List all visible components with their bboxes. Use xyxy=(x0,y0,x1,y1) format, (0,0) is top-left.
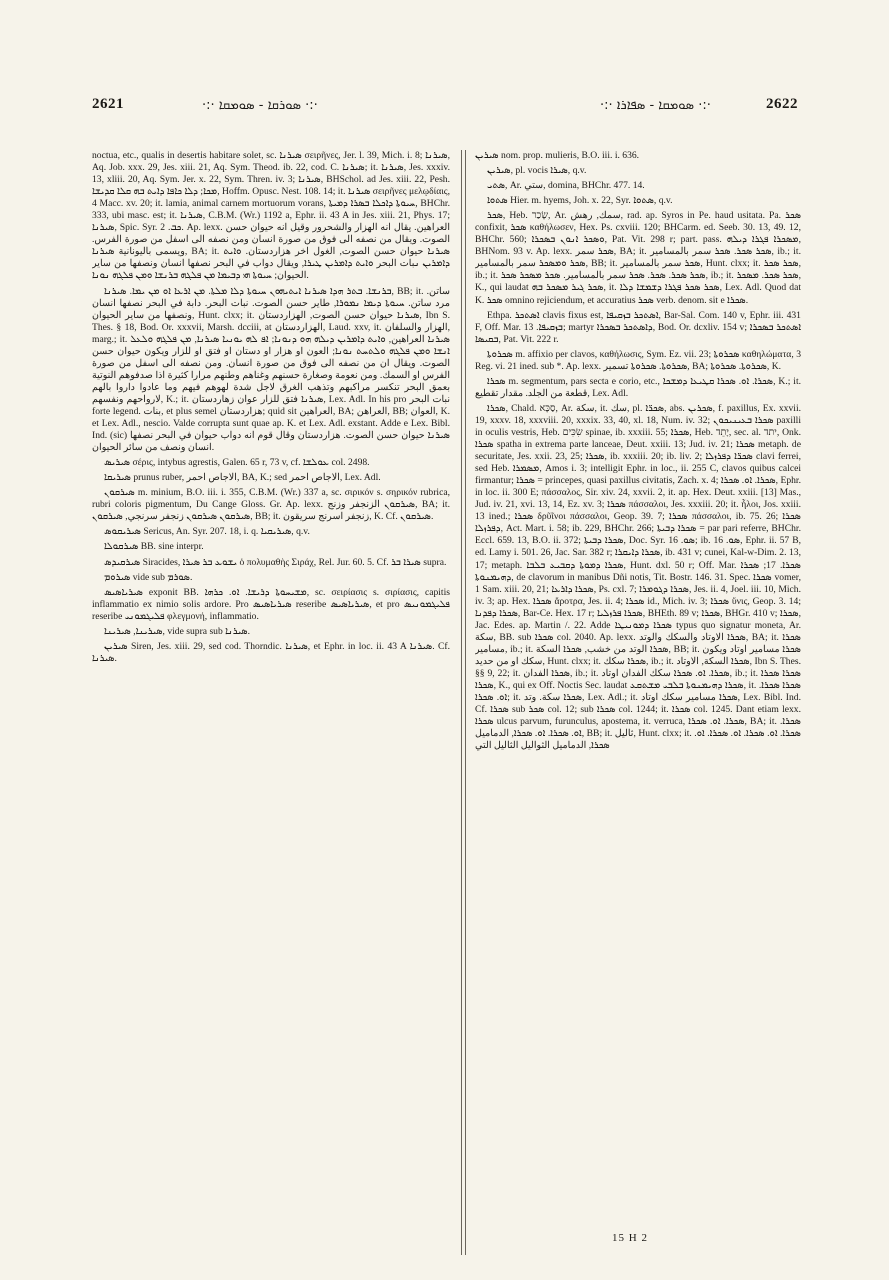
dictionary-entry: Ethpa. ܐܣܬܟܪ clavis fixus est, ܐܣܬܟܪ ܒܙܩܝܦܐ, Bar-Sal. Com. 140 v, Ephr. iii. 431 F, Off. Mar. ܒܙܩܝܦܐ. 13; martyr ܕܐܣܬܟܪ ܒܣܟܪܐ, Bod. Or. dcxliv. 154 v; ܐܣܬܟܪ ܒܣܟܪܐ ܒܩܝܣܐ, Pat. Vit. 222 r. xyxy=(475,309,801,345)
dictionary-entry: ܣܝܪܝܩܘܣ Sericus, An. Syr. 207. 18, i. q. ܣܝܪܝܩܝܐ, q.v. xyxy=(104,526,310,538)
dictionary-entry: ܣܝܪܘܡ vide sub ܣܘܪܡ. xyxy=(104,571,193,583)
left-column xyxy=(92,150,450,1260)
left-running-title: ·:· ܣܘܪܩܐ - ܣܘܡܩܐ ·:· xyxy=(202,98,318,113)
printer-signature: 15 H 2 xyxy=(612,1232,648,1244)
dictionary-entry: ܣܬܝ, Ar. ستي, domina, BHChr. 477. 14. xyxy=(487,180,645,192)
dictionary-entry: ܣܝܪܝܣ σέρις, intybus agrestis, Galen. 65 r, 73 v, cf. ܥܘܠܫܐ col. 2498. xyxy=(104,457,370,469)
dictionary-entry: ܣܝܪܝܢܐ, ܣܝܪܝܢܐ, vide supra sub ܣܝܪܢܐ. xyxy=(104,625,251,637)
dictionary-entry: ܒܪܢܫܐ. ܒܬܪ ܗܕܐ ܣܝܪܢܐ ܐܝܬܝܗܘܢ ܚܝܘܬܐ ܕܠܐ ܡܠܬܐ. ܡܢ ܐܪܥܐ ܐܘ ܡܢ ܝܡܐ. ܣܝܪܢܐ, BB; it. ساتن. مرد ساتن. ܚܝܘܬܐ ܕܝܡܐ ܢܡܘܪܐ, طاير حسن الصوت. نبات البحر. دابة في البحر نصفها انسان ونصفها من ساير الحيوان, Hunt. clxx; it. ܣܝܪܢܐ حيوان حسن الصوت, الهزاردستان, Ibn S. Thes. § 18, Bod. Or. xxxvii, Marsh. dcciii, at الهزاردستان, Laud. xxv, it. الهزار والسلفان, marg.; it. ܣܝܪܢܐ العراهين, ܘܐܝܬ ܕܐܡܪܝܢ ܕܝܠܗ ܗܘ ܕܢܘܢܐ; ܐܦ ܠܗ ܝܘܢܝܐ ܣܝܪܢܐ, ܡܢ ܦܠܓܗ ܘܠܥܠ ܐܢܫܐ ܘܡܢ ܦܠܓܗ ܘܠܬܚܬ ܢܘܢܐ; العون او هزار او دستان او فتق او للزار ويكون حيوان حسن الصوت. ويقال ان من نصفه الى فوق من صورة انسان. ومن نصفه الى اسفل من صورة الفرس او السمك. ومن نعومة وصغارة حسنهم وغناهم وطنهم مرارا كثيرة اذا صدفوهم النوتية بعمق البحر تنكسر مراكبهم وتذهب الغرق لاجل شدة لهوهم فيهم وما عادوا داروا بالهم لارواحهم ونفسهم, K.; it. ܣܝܪܢܐ فتق للزار عوان زهاردستان, Lex. Adl. In his pro نبات البحر forte legend. بنات, et plus semel هزاردستان; quid sit العراهين, BA; العراهن, BB; العوان, K. et Lex. Adl., nescio. Valde corrupta sunt quae ap. K. et Lex. Adl. exstant. Adde e Lex. Bibl. Ind. (sic) ܣܝܪܢܐ حيوان حسن الصوت. هزاردستان وقال قوم انه دواب حيوان في البحر نصفها انسان ونصف من سائر الحيوان. xyxy=(92,285,450,454)
dictionary-entry: ܣܝܪܝܩܐ prunus ruber, الاجاص احمر, BA, K.; sed الاجاص احمر, Lex. Adl. xyxy=(104,472,381,484)
dictionary-entry: ܣܬܘܐ Hier. m. hyems, Joh. x. 22, Syr. ܣܬܘܐ, q.v. xyxy=(487,195,673,207)
dictionary-entry: ܣܟܪܘܬܐ m. affixio per clavos, καθήλωσις, Sym. Ez. vii. 23; ܣܟܪܘܬܐ καθηλώματα, 3 Reg. vi. 21 ined. sub *. Ap. lexx. ܣܟܪܘܬܐ. ܣܟܪܘܬܐ تسمير, BA; ܣܟܪܘܬܐ. ܣܟܪܘܬܐ, K. xyxy=(475,348,801,372)
dictionary-entry: ܣܟܪܐ m. segmentum, pars secta e corio, etc., ܣܟܪܐ. ܐܘ. ܣܟܪܐ ܩܛܝܥܐ ܕܡܫܟܐ, K.; it. قطعة من الجلد. مقدار تقطيع, Lex. Adl. xyxy=(475,375,801,399)
dictionary-entry: ܣܝܪܝܐܣܝܣ exponit BB. ܡܫܝܚܘܬܐ ܕܪܝܫܐ. ܐܘ. ܟܪܗܐ, sc. σειρίασις s. σιρίασις, capitis inflammatio ex nimio solis ardore. Pro ܣܝܪܝܐܣܝܣ reseribe ܣܝܪܝܐܣܝܣ, et pro ܦܠܝܓܡܘܢܝܣ reseribe ܦܠܝܓܡܘܢܝ φλεγμονή, inflammatio. xyxy=(92,586,450,622)
dictionary-entry: ܣܝܪܝܢ Siren, Jes. xiii. 29, sed cod. Thorndic. ܣܝܪܢܐ, et Ephr. in loc. ii. 43 A ܣܝܪܢܐ. Cf. ܣܝܪܢܐ. xyxy=(92,640,450,664)
right-page-number: 2622 xyxy=(766,96,798,112)
dictionary-entry: ܣܝܪܝܢ nom. prop. mulieris, B.O. iii. i. 636. xyxy=(475,150,640,161)
page-header xyxy=(92,96,798,122)
dictionary-entry: ܣܝܪܩܝܕܣ Siracides, ܝܫܘܥ ܒܪ ܣܝܪܐ ὁ πολυμαθὴς Σιράχ, Rel. Jur. 60. 5. Cf. ܣܝܪܐ ܒܪ supra. xyxy=(104,556,447,568)
column-divider xyxy=(461,150,462,1255)
left-page-number: 2621 xyxy=(92,96,124,112)
dictionary-entry: ܣܟܪ, Heb. שָׂכַר, Ar. سمك, رهش, rad. ap. Syros in Pe. haud usitata. Pa. ܣܟܪ confixit, ܣܟܪ καθήλωσεν, Hex. Ps. cxviii. 120; BHCarm. ed. Seeb. 30. 13, 49. 12, BHChr. 560; ܘܣܟܪ ܐܢܘܢ ܒܣܟܪܐ, Pat. Vit. 298 r; part. pass. ܡܣܟܪܐ ܦܓܪܐ ܕܝܠܗ, BHNom. 93 v. Ap. lexx. ܣܟܪ سمر, BA; it. ܣܟܪ ܣܟܪ. ܣܟܪ سمر بالمسامير, ib.; it. ܣܟܪ ܘܡܣܟܪ سمر بالمسامير, BB; it. ܣܟܪ سمر بالمسامير, Hunt. clxx; it. ܣܟܪ ܣܟܪ, ib.; it. ܣܟܪ ܣܟܪ. ܣܟܪ. ܣܟܪ سمر بالمسامير. ܣܟܪ ܡܣܟܪ ܣܟܪ, ib.; it. ܣܟܪ ܣܟܪ. ܡܣܟܪ, K., qui laudat ܣܟܪ ܓܝܪ ܡܣܟܪ ܒܗ, it. ܣܟܪ ܣܟܪ ܦܓܪܐ ܕܫܡܫܐ ܕܠܐ, Lex. Adl. Quod dat K. ܣܟܪ omnino rejiciendum, et accuratius ܣܟܪ verb. denom. sit e ܣܟܪܐ. xyxy=(475,210,801,306)
right-column xyxy=(475,150,801,1260)
column-divider xyxy=(465,150,466,1255)
dictionary-entry: ܣܟܪܐ, Chald. סַכָּא, Ar. سكة, it. سك, pl. ܣܟܪ̈ܐ, abs. ܣܟܪܝܢ, f. paxillus, Ex. xxvii. 19, xxxv. 18, xxxviii. 20, xxxix. 33, 40, xl. 18, Num. iv. 32; ܣܟܪܐ ܒܥܝܢܝܟܘܢ paxilli in oculis vestris, Heb. שִׂכִּים spinae, ib. xxxiii. 55; ܣܟܪܐ, Heb. יָתֵד, sec. al. יתד, Onk. ܣܟܪܐ spatha in extrema parte lanceae, Deut. xxiii. 13; Jud. iv. 21; ܣܟܪܐ metaph. de securitate, Jes. xxii. 23, 25; ܣܟܪܐ, ib. xxxiii. 20; ib. liv. 2; ܣܟܪ̈ܐ ܕܦܪܙܠܐ clavi ferrei, sed Heb. ܡܣܡܪܐ, Amos i. 3; intelligit Ephr. in loc., ii. 255 C, clavos quibus calcei firmantur; ܣܟܪܐ = princepes, quasi paxillus civitatis, Zach. x. 4; ܣܟܪܐ. ܐܘ. ܣܟܪܐ, Ephr. in loc. ii. 300 E; πάσσαλος, Sir. xiv. 24, xxvii. 2, it. ap. Hex. Deut. xxiii. [13] Mas., Jud. iv. 21, xvi. 13, 14, Ez. xv. 3; ܣܟܪܐ πάσσαλοι, Jes. xxxiii. 20; it. ἧλοι, Jos. xxiii. 13 ined.; ܣܟܪܐ δρῦῖνοι πάσσαλοι, Geop. 39. 7; ܣܟܪܐ πάσσαλοι, ib. 75. 26; ܣܟܪܐ ܕܦܪܙܠܐ, Act. Mart. i. 58; ib. 229, BHChr. 266; ܣܟܪܐ ܕܒܝܬܐ = par pari referre, BHChr. Eccl. 659. 13, B.O. ii. 372; ܣܟܪܐ ܕܒܝܬܐ, Doc. Syr. ܣܘ. 16; ib. ܣܘ. 16, Ephr. ii. 57 B, ed. Lamy i. 501. 26, Jac. Sar. 382 r; ܣܟܪܐ ܕܐܝܩܪܐ, ib. 431 v; cunei, Kal-w-Dim. 2. 13, 17; metaph. ܣܟܪܐ ܕܡܘܬܐ ܕܩܒܝܥ ܒܠܒܐ, Hunt. dxl. 50 r; Off. Mar. ܣܟܪܐ. 17; ܣܟܪܐ ܕܗܝܡܢܘܬܐ, de clavorum in manibus Dñi notis, Tit. Bostr. 146. 31. Spec. ܣܟܪܐ vomer, 1 Sam. xiii. 20, 21; ܣܟܪܐ ܕܐܪܥܐ, Ps. cxl. 7; ܣܟܪܐ ܕܓܘܡܪܐ, Jes. ii. 4, Joel. iii. 10, Mich. iv. 3; ap. Hex. ܣܟܪܐ ἄροτρα, Jes. ii. 4; ܣܟܪܐ id., Mich. iv. 3; ܣܟܪܐ ὕνις, Geop. 3. 14; ܣܟܪܐ ܕܦܕܢܐ, Bar-Ce. Hex. 17 r; ܣܟܪܐ ܦܪܙܠܝܐ, BHEth. 89 v; ܣܟܪܐ, BHGr. 410 v; ܣܟܪܐ, Jac. Edes. ap. Martin /. 22. Adde ܣܟܪܐ ܕܡܘܢܝܛܐ typus quo signatur moneta, Ar. سكة, BB. sub ܣܟܪܐ col. 2040. Ap. lexx. ܣܟܪܐ الاوتاد والسكك والوتد, BA; it. ܣܟܪܐ مسامير, ib.; it. ܣܟܪܐ الوتد من خشب, ܣܟܪܐ السكة, BB; it. ܣܟܪܐ مسامير اوتاد ويكون سكك او من حديد, Hunt. clxx; it. ܣܟܪܐ سكك, ib.; it. ܣܟܪܐ السكة, الاوتاد, Ibn S. Thes. §§ 9, 22; it. ܣܟܪܐ الفدان, ib.; it. ܣܟܪܐ. ܐܘ. ܣܟܪܐ سكك الفدان اوتاد, ib.; it. ܣܟܪܐ ܣܟܪܐ ܣܟܪܐ, K., qui ex Off. Noctis Sec. laudat ܣܟܪܐ ܕܗܝܡܢܘܬܐ ܒܠܒܝ ܡܫܬܩܥ, it. ܣܟܪܐ ܣܟܪܐ. ܐܘ. ܣܟܪܐ; it. ܣܟܪܐ سكة. وتد, Lex. Adl.; it. ܣܟܪܐ مسامير سكك اوتاد, Lex. Bibl. Ind. Cf. ܣܟܪܐ sub ܣܟܪ col. 12; sub ܣܟܪܐ col. 1244; it. ܣܟܪܐ col. 1245. Dant etiam lexx. ܣܟܪܐ ulcus parvum, furunculus, apostema, it. verruca, ܣܟܪܐ. ܐܘ. ܣܟܪܐ, BA; it. ܣܟܪܐ. ܐܘ. ܣܟܪܐ. ܐܘ. ܣܟܪܐ, الدماميل, BB; it. ثاليل, Hunt. clxx; it. ܣܟܪܐ. ܐܘ. ܣܟܪܐ. ܐܘ. ܣܟܪܐ. ܐܘ. ܣܟܪܐ, الدماميل الثواليل الثاليل التي xyxy=(475,402,801,752)
dictionary-entry: ܣܝܪܩܘܢ m. minium, B.O. iii. i. 355, C.B.M. (Wr.) 337 a, sc. σιρικόν s. σηρικόν rubrica, rubri coloris pigmentum, Du Cange Gloss. Gr. Ap. lexx. ܣܝܪܩܘܢ الزنجفر وزنج, BA; it. ܣܝܪܩܘܢ ܣܝܪܩܘܢ زنجفر سرنجي, ܣܝܪܩܘܢ, BB; it. زنجفر اسرنج سريقون, K. Cf. ܣܝܪܩܘܢ. xyxy=(92,487,450,523)
right-running-title: ·:· ܣܘܡܩܐ - ܣܦܐܪܐ ·:· xyxy=(600,98,711,113)
dictionary-entry: noctua, etc., qualis in desertis habitare solet, sc. ܣܝܪܢܐ σειρῆνες, Jer. l. 39, Mich. i. 8; ܣܝܪܢܐ, Aq. Job. xxx. 29, Jes. xiii. 21, Aq. Sym. Theod. ib. 22, cod. C. ܣܝܪܢܐ; it. ܣܝܪܢܐ, Jes. xxxiv. 13, xliii. 20, Aq. Sym. Jer. x. 22, Sym. Thren. iv. 3; ܣܝܪܢܐ, BHSchol. ad Jes. xiii. 22, Pesh. ܡܟܐ; ܕܠܐ ܟܐܦܐ ܕܐܝܬ ܒܗ ܩܠܐ ܩܕܝܫܐ, Hoffm. Opusc. Nest. 108. 14; it. ܣܝܪܢܐ σειρῆνες μελῳδίαις, 4 Macc. xv. 20; it. lamia, animal carnem mortuorum vorans, ܚܝܘܬܐ ܕܐܟܠܐ ܒܣܪܐ ܕܡܝܬܐ, BHChr. 333, ubi masc. est; it. ܣܝܪܢܐ, C.B.M. (Wr.) 1192 a, Ephr. ii. 43 A in Jes. xiii. 21, Phys. 17; ܣܝܪܢܐ, Spic. Syr. ܟܒ. 2. Ap. lexx. العراهين. يقال انه الهزار والشحرور وقيل انه حيوان حسن الصوت. ويقال من نصفه الى فوق من صورة انسان ومن نصفه الى اسفل من صورة الفرس. ويسمى باليونانية ܣܝܪܢܐ, BA; it. ܣܝܪܢܐ حيوان حسن الصوت, الغول اخر هزاردستان. ܘܐܝܬ ܕܐܡܪܝܢ ܢبات البحر ܘܐܝܬ ܕܐܡܪܝܢ ܛܝܪܐ, ويقال دواب في البحر نصفها انسان ونصفها من ساير الحيوان; ܚܝܘܬܐ ܗܝ ܕܒܝܡܐ ܡܢ ܦܠܓܗ ܒܪܢܫܐ ܘܡܢ ܦܠܓܗ ܢܘܢܐ. xyxy=(92,150,450,282)
dictionary-entry: ܣܝܪܩܘܠܐ BB. sine interpr. xyxy=(104,541,204,553)
dictionary-entry: ܣܝܪܝܢ, pl. vocis ܣܝܪܐ, q.v. xyxy=(487,165,587,177)
